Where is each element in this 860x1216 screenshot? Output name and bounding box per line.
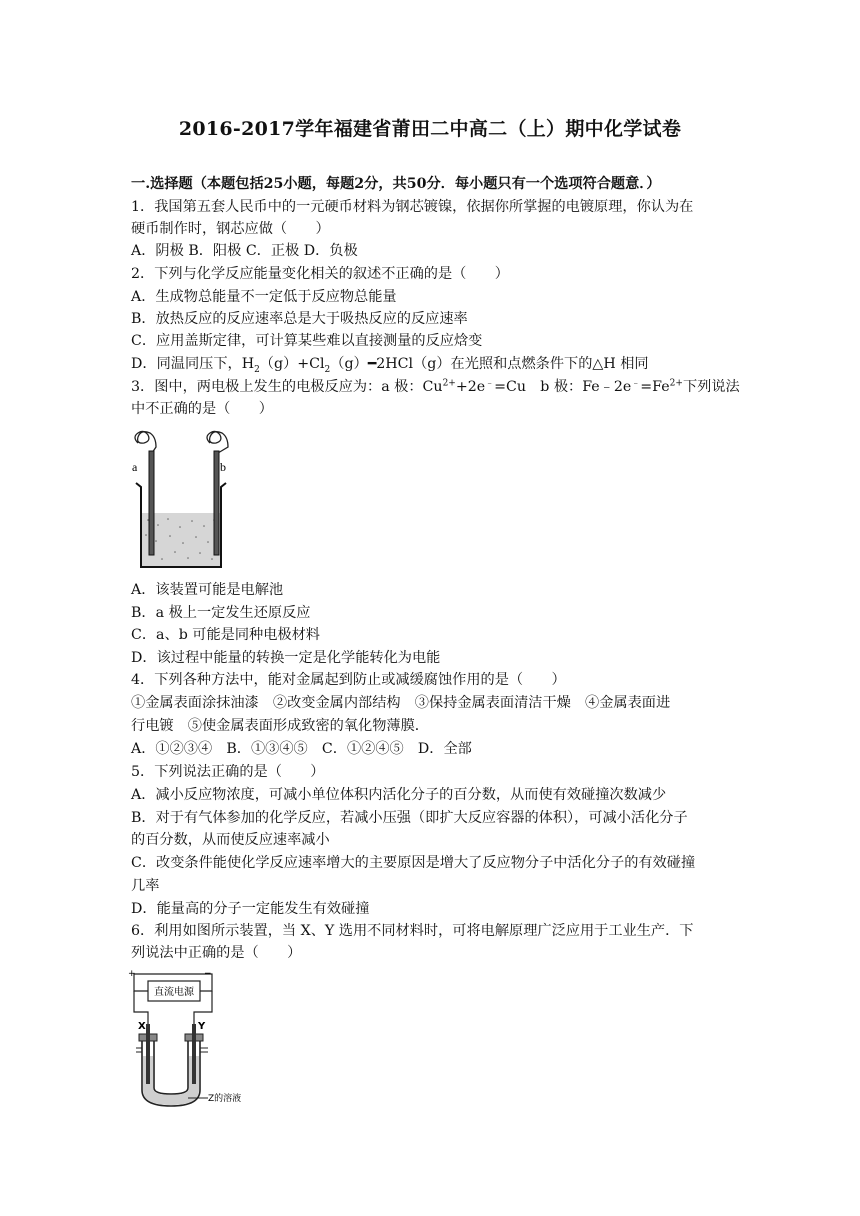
plus-sign: + xyxy=(128,969,136,979)
u-tube-figure xyxy=(128,966,248,1112)
q5-option-c-line2: 几率 xyxy=(131,878,160,894)
q3-option-b: B．a 极上一定发生还原反应 xyxy=(131,605,311,621)
q6-stem-line1: 6．利用如图所示装置，当 X、Y 选用不同材料时，可将电解原理广泛应用于工业生产．下 xyxy=(131,923,694,939)
q3-mid2: =Cu b 极：Fe﹣2e xyxy=(494,379,632,395)
page-title: 2016-2017学年福建省莆田二中高二（上）期中化学试卷 xyxy=(178,118,682,140)
q2-d-sub1: 2 xyxy=(254,364,260,375)
q3-mid1: +2e xyxy=(455,379,486,395)
q3-stem-post: 下列说法 xyxy=(682,379,740,395)
dc-power-label: 直流电源 xyxy=(154,987,194,998)
electrode-x-label: X xyxy=(138,1021,146,1032)
q5-option-b-line1: B．对于有气体参加的化学反应，若减小压强（即扩大反应容器的体积），可减小活化分子 xyxy=(131,810,688,826)
electrode-a-label: a xyxy=(132,460,138,474)
wire-to-x xyxy=(134,991,148,1024)
q4-stem: 4．下列各种方法中，能对金属起到防止或减缓腐蚀作用的是（ ） xyxy=(131,672,566,688)
q2-option-a: A．生成物总能量不一定低于反应物总能量 xyxy=(131,289,397,305)
q3-sup1: 2+ xyxy=(442,378,456,389)
left-wire xyxy=(134,978,148,991)
q2-option-c: C．应用盖斯定律，可计算某些难以直接测量的反应焓变 xyxy=(131,333,483,349)
q3-option-c: C．a、b 可能是同种电极材料 xyxy=(131,627,320,643)
side-tube-right xyxy=(200,1048,208,1052)
q3-stem-line1 xyxy=(131,377,740,397)
q3-option-a: A．该装置可能是电解池 xyxy=(131,582,284,598)
q2-d-post: （g）━2HCl（g）在光照和点燃条件下的△H 相同 xyxy=(330,356,649,372)
q5-option-d: D．能量高的分子一定能发生有效碰撞 xyxy=(131,901,370,917)
electrode-y-label: Y xyxy=(198,1021,206,1032)
electrode-a-coil xyxy=(135,431,156,453)
q5-option-a: A．减小反应物浓度，可减小单位体积内活化分子的百分数，从而使有效碰撞次数减少 xyxy=(131,787,667,803)
q3-sup2: ﹣ xyxy=(485,378,495,389)
q2-option-d xyxy=(131,354,649,374)
electrode-b-label: b xyxy=(220,460,226,474)
q3-option-d: D．该过程中能量的转换一定是化学能转化为电能 xyxy=(131,650,441,666)
q1-options: A．阴极 B．阳极 C．正极 D．负极 xyxy=(131,243,358,259)
electrode-a xyxy=(149,451,154,555)
q2-d-mid: （g）+Cl xyxy=(259,356,325,372)
q3-stem-pre: 3．图中，两电极上发生的电极反应为：a 极：Cu xyxy=(131,379,443,395)
q3-sup4: 2+ xyxy=(669,378,683,389)
right-wire xyxy=(200,978,212,991)
electrode-b-coil xyxy=(207,431,228,453)
u-tube-inner xyxy=(154,1038,188,1094)
electrode-y xyxy=(192,1024,196,1084)
beaker-figure xyxy=(128,425,238,571)
q1-stem-line1: 1．我国第五套人民币中的一元硬币材料为钢芯镀镍，依据你所掌握的电镀原理，你认为在 xyxy=(131,199,694,215)
q4-options: A．①②③④ B．①③④⑤ C．①②④⑤ D．全部 xyxy=(131,741,472,757)
solution-label: Z的溶液 xyxy=(208,1094,242,1104)
q4-line2: ①金属表面涂抹油漆 ②改变金属内部结构 ③保持金属表面清洁干燥 ④金属表面进 xyxy=(131,695,671,711)
q5-option-b-line2: 的百分数，从而使反应速率减小 xyxy=(131,832,330,848)
q6-stem-line2: 列说法中正确的是（ ） xyxy=(131,945,302,961)
q5-stem: 5．下列说法正确的是（ ） xyxy=(131,764,325,780)
q3-sup3: ﹣ xyxy=(631,378,641,389)
top-wire xyxy=(134,974,212,978)
q3-mid3: =Fe xyxy=(640,379,670,395)
q1-stem-line2: 硬币制作时，钢芯应做（ ） xyxy=(131,221,330,237)
section-heading: 一.选择题（本题包括25小题，每题2分，共50分．每小题只有一个选项符合题意．） xyxy=(131,176,661,192)
q3-stem-line2: 中不正确的是（ ） xyxy=(131,401,273,417)
side-tube-left xyxy=(136,1048,142,1052)
q5-option-c-line1: C．改变条件能使化学反应速率增大的主要原因是增大了反应物分子中活化分子的有效碰撞 xyxy=(131,855,696,871)
q4-line3: 行电镀 ⑤使金属表面形成致密的氧化物薄膜． xyxy=(131,718,429,734)
q2-d-pre: D．同温同压下，H xyxy=(131,356,255,372)
electrode-b xyxy=(214,451,219,555)
electrode-x xyxy=(146,1024,150,1084)
q2-d-sub2: 2 xyxy=(324,364,331,375)
q2-option-b: B．放热反应的反应速率总是大于吸热反应的反应速率 xyxy=(131,311,468,327)
minus-sign: − xyxy=(204,969,212,979)
q2-stem: 2．下列与化学反应能量变化相关的叙述不正确的是（ ） xyxy=(131,266,509,282)
